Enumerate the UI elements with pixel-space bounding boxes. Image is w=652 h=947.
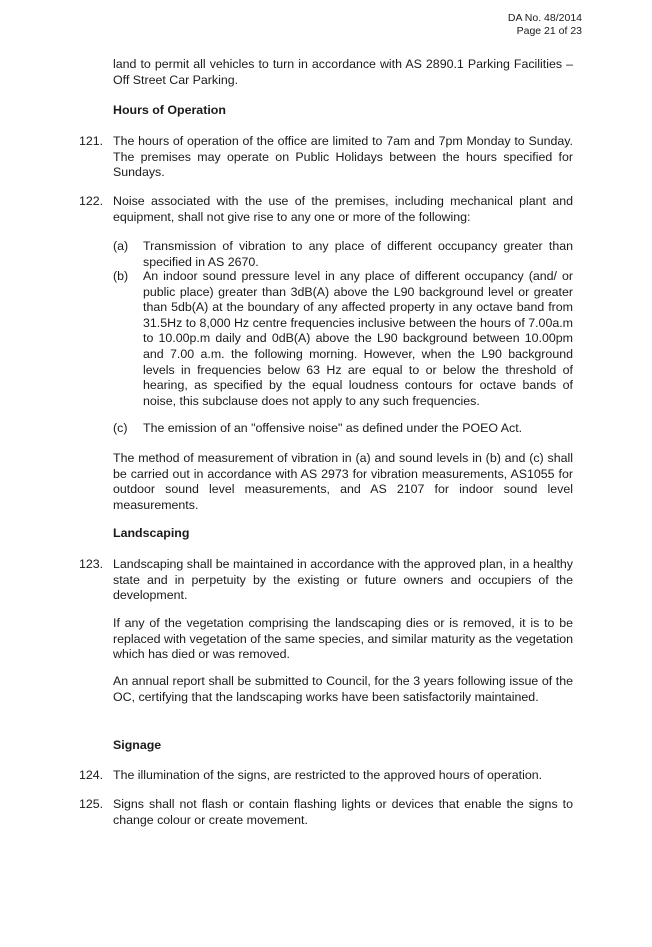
subclause-label-b: (b) xyxy=(113,269,129,283)
subclause-text-a: Transmission of vibration to any place of different occupancy greater than specified in AS 2670. xyxy=(143,239,573,269)
clause-123-paragraph-2: If any of the vegetation comprising the landscaping dies or is removed, it is to be replaced with vegetation of the same species, and similar maturity as the vegetation which has died or was removed. xyxy=(113,616,573,662)
continuation-paragraph: land to permit all vehicles to turn in accordance with AS 2890.1 Parking Facilities – Off Street Car Parking. xyxy=(113,57,573,87)
clause-number-124: 124. xyxy=(79,768,104,782)
subclause-text-c: The emission of an "offensive noise" as defined under the POEO Act. xyxy=(143,421,523,435)
page-number: Page 21 of 23 xyxy=(516,24,582,37)
section-heading-hours: Hours of Operation xyxy=(113,103,226,117)
clause-123-text: Landscaping shall be maintained in accordance with the approved plan, in a healthy state and in perpetuity by the existing or future owners and occupiers of the development. xyxy=(113,557,573,603)
clause-125-text: Signs shall not flash or contain flashing lights or devices that enable the signs to change colour or create movement. xyxy=(113,797,573,827)
page-header xyxy=(508,12,582,37)
clause-121-text: The hours of operation of the office are limited to 7am and 7pm Monday to Sunday. The premises may operate on Public Holidays between the hours specified for Sundays. xyxy=(113,134,573,180)
clause-123-paragraph-3: An annual report shall be submitted to Council, for the 3 years following issue of the OC, certifying that the landscaping works have been satisfactorily maintained. xyxy=(113,674,573,704)
section-heading-landscaping: Landscaping xyxy=(113,526,190,540)
subclause-label-c: (c) xyxy=(113,421,128,435)
clause-124-text: The illumination of the signs, are restricted to the approved hours of operation. xyxy=(113,768,543,782)
measurement-method-paragraph: The method of measurement of vibration in (a) and sound levels in (b) and (c) shall be carried out in accordance with AS 2973 for vibration measurements, AS1055 for outdoor sound level measurements, and AS 2107 for indoor sound level measurements. xyxy=(113,451,573,512)
clause-122-text: Noise associated with the use of the premises, including mechanical plant and equipment, shall not give rise to any one or more of the following: xyxy=(113,194,573,224)
clause-number-125: 125. xyxy=(79,797,104,811)
clause-number-122: 122. xyxy=(79,194,104,208)
clause-number-123: 123. xyxy=(79,557,104,571)
subclause-label-a: (a) xyxy=(113,239,129,253)
subclause-text-b: An indoor sound pressure level in any place of different occupancy (and/ or public place) greater than 3dB(A) above the L90 background level or greater than 5db(A) at the boundary of any affected property in any octave band from 31.5Hz to 8,000 Hz centre frequencies inclusive between the hours of 7.00a.m to 10.00p.m daily and 0dB(A) above the L90 background between 10.00pm and 7.00 a.m. the following morning. However, when the L90 background levels in frequencies below 63 Hz are equal to or below the threshold of hearing, as specified by the equal loudness contours for octave bands of noise, this subclause does not apply to any such frequencies. xyxy=(143,269,573,408)
clause-number-121: 121. xyxy=(79,134,104,148)
section-heading-signage: Signage xyxy=(113,738,162,752)
doc-number: DA No. 48/2014 xyxy=(507,12,582,24)
